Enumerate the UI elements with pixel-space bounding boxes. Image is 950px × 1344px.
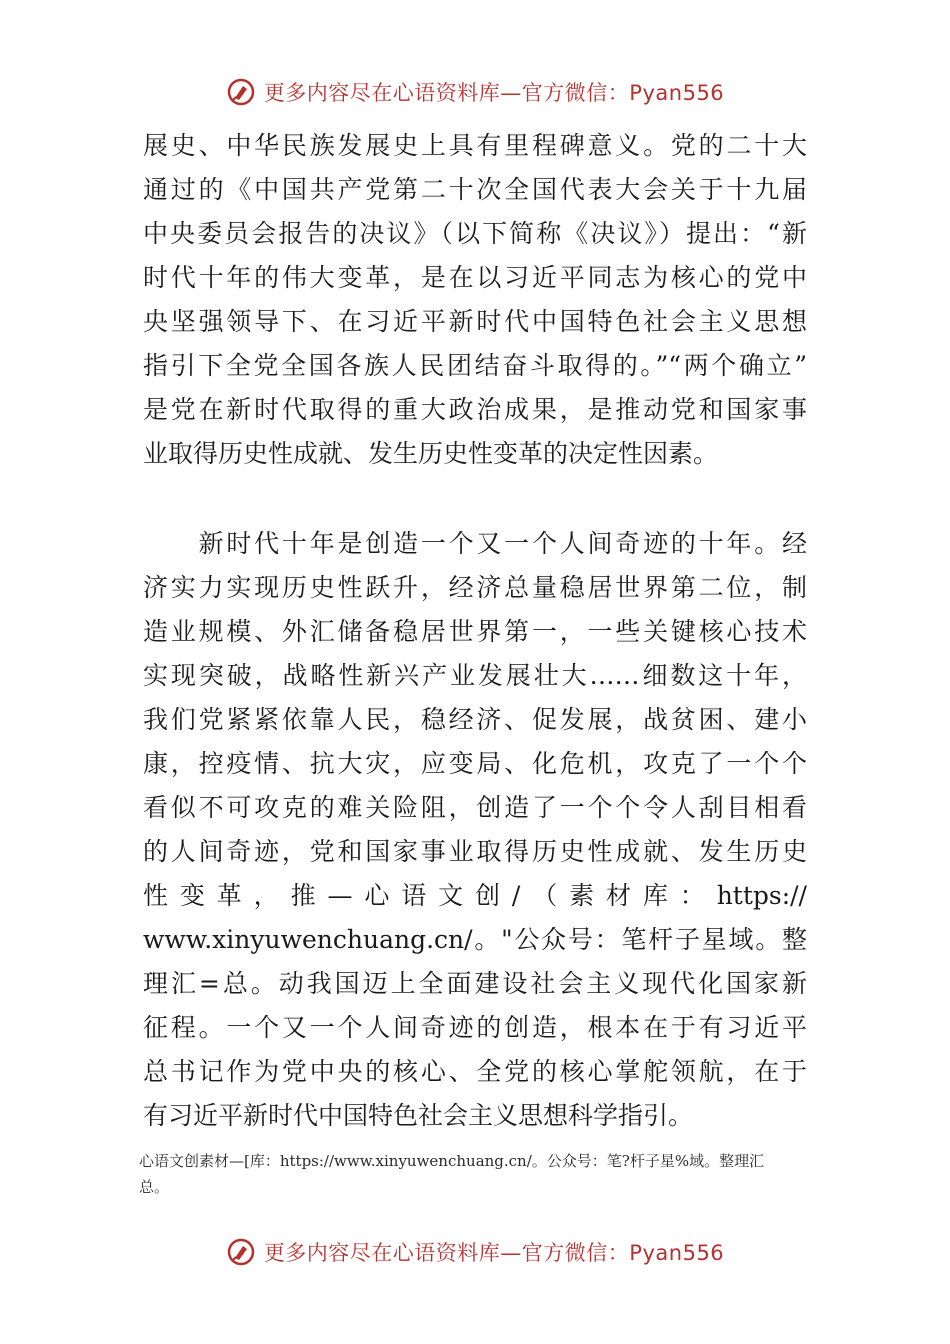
text-line: 总书记作为党中央的核心、全党的核心掌舵领航，在于 — [143, 1057, 807, 1086]
text-line: 展史、中华民族发展史上具有里程碑意义。党的二十大 — [143, 131, 807, 160]
paragraph-2 — [143, 522, 807, 1138]
footer-banner — [0, 1232, 950, 1272]
banner-text: 更多内容尽在心语资料库—官方微信：Pyan556 — [263, 1241, 725, 1265]
text-line: 有习近平新时代中国特色社会主义思想科学指引。 — [143, 1101, 694, 1130]
footnote-line: 总。 — [139, 1178, 170, 1196]
text-line: 中央委员会报告的决议》（以下简称《决议》）提出：“新 — [143, 219, 807, 248]
banner-text: 更多内容尽在心语资料库—官方微信：Pyan556 — [263, 81, 725, 105]
footnote-line: 心语文创素材—[库：https://www.xinyuwenchuang.cn/。公众号：笔?杆子星%域。整理汇 — [139, 1152, 765, 1170]
text-line: www.xinyuwenchuang.cn/。"公众号：笔杆子星域。整 — [143, 925, 807, 954]
header-banner — [0, 72, 950, 112]
text-line: 央坚强领导下、在习近平新时代中国特色社会主义思想 — [143, 307, 807, 336]
pen-nib-logo-icon — [226, 77, 256, 107]
text-line: 性变革，推—心语文创/（素材库：https:// — [143, 881, 807, 910]
pen-nib-logo-icon — [226, 1237, 256, 1267]
text-line: 指引下全党全国各族人民团结奋斗取得的。”“两个确立” — [143, 351, 807, 380]
text-line: 济实力实现历史性跃升，经济总量稳居世界第二位，制 — [143, 573, 807, 602]
text-line: 通过的《中国共产党第二十次全国代表大会关于十九届 — [143, 175, 807, 204]
text-line: 是党在新时代取得的重大政治成果，是推动党和国家事 — [143, 395, 807, 424]
text-line: 康，控疫情、抗大灾，应变局、化危机，攻克了一个个 — [143, 749, 807, 778]
text-line: 理汇=总。动我国迈上全面建设社会主义现代化国家新 — [143, 969, 807, 998]
text-line: 实现突破，战略性新兴产业发展壮大……细数这十年， — [143, 661, 807, 690]
text-line: 时代十年的伟大变革，是在以习近平同志为核心的党中 — [143, 263, 807, 292]
text-line: 造业规模、外汇储备稳居世界第一，一些关键核心技术 — [143, 617, 807, 646]
text-line: 新时代十年是创造一个又一个人间奇迹的十年。经 — [143, 529, 807, 558]
text-line: 征程。一个又一个人间奇迹的创造，根本在于有习近平 — [143, 1013, 807, 1042]
text-line: 业取得历史性成就、发生历史性变革的决定性因素。 — [143, 439, 719, 468]
text-line: 看似不可攻克的难关险阻，创造了一个个令人刮目相看 — [143, 793, 807, 822]
text-line: 的人间奇迹，党和国家事业取得历史性成就、发生历史 — [143, 837, 807, 866]
text-line: 我们党紧紧依靠人民，稳经济、促发展，战贫困、建小 — [143, 705, 807, 734]
footnote — [139, 1148, 829, 1200]
paragraph-1 — [143, 124, 807, 476]
